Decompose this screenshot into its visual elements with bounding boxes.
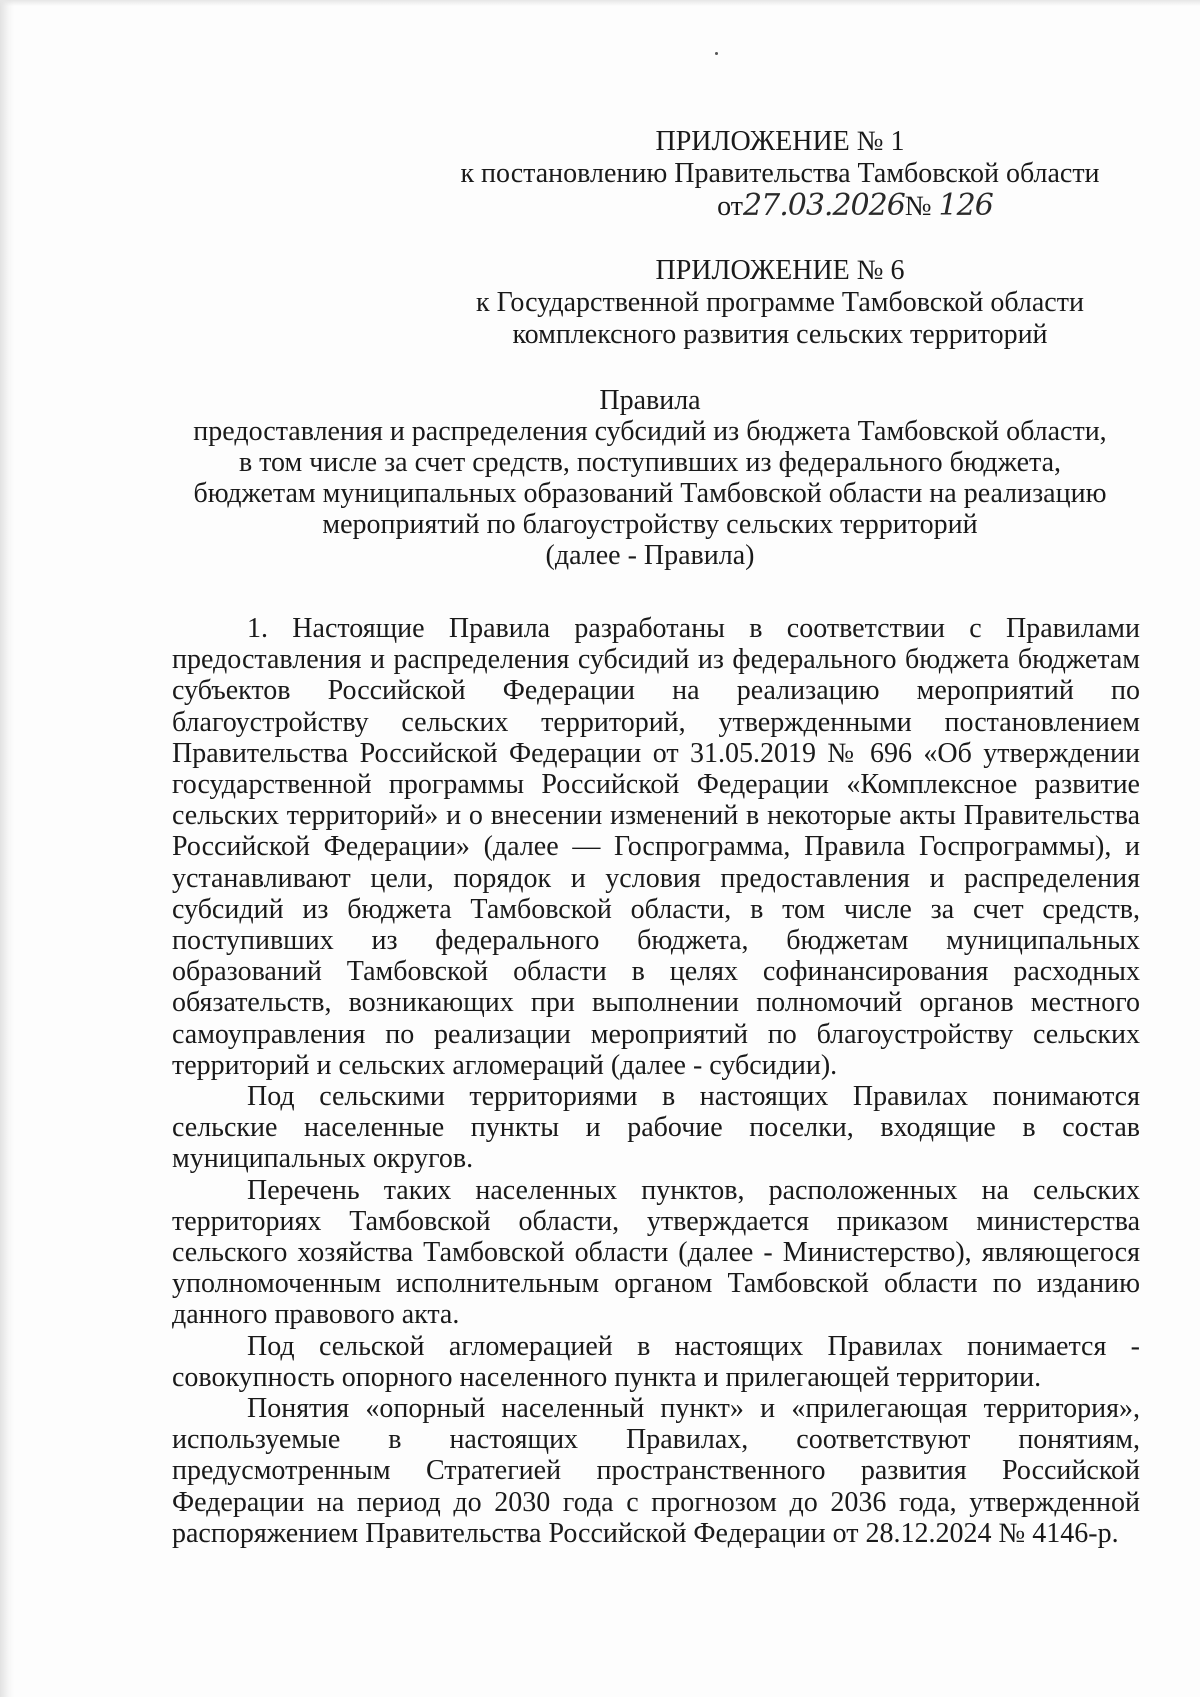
appendix-6-title: ПРИЛОЖЕНИЕ № 6 bbox=[655, 255, 905, 286]
rules-heading: Правила bbox=[599, 385, 701, 416]
appendix-6-line-1: к Государственной программе Тамбовской области bbox=[476, 287, 1084, 318]
appendix-6-line-2: комплексного развития сельских территорий bbox=[512, 319, 1048, 350]
number-sign: № bbox=[904, 191, 932, 222]
paragraph-4: Под сельской агломерацией в настоящих Правилах понимается - совокупность опорного населенного пункта и прилегающей территории. bbox=[172, 1330, 1140, 1393]
paragraph-5: Понятия «опорный населенный пункт» и «прилегающая территория», используемые в настоящих Правилах, соответствуют понятиям, предусмотренным Стратегией пространственного развития Российской Федерации на период до 2030 года с прогнозом до 2036 года, утвержденной распоряжением Правительства Российской Федерации от 28.12.2024 № 4146-р. bbox=[172, 1393, 1140, 1549]
paragraph-1: 1. Настоящие Правила разработаны в соответствии с Правилами предоставления и распределения субсидий из федерального бюджета бюджетам субъектов Российской Федерации на реализацию мероприятий по благоустройству сельских территорий, утвержденными постановлением Правительства Российской Федерации от 31.05.2019 № 696 «Об утверждении государственной программы Российской Федерации «Комплексное развитие сельских территорий» и о внесении изменений в некоторые акты Правительства Российской Федерации» (далее — Госпрограмма, Правила Госпрограммы), и устанавливают цели, порядок и условия предоставления и распределения субсидий из бюджета Тамбовской области, в том числе за счет средств, поступивших из федерального бюджета, бюджетам муниципальных образований Тамбовской области в целях софинансирования расходных обязательств, возникающих при выполнении полномочий органов местного самоуправления по реализации мероприятий по благоустройству сельских территорий и сельских агломераций (далее - субсидии). bbox=[172, 613, 1140, 1081]
rules-title-line-1: предоставления и распределения субсидий из бюджета Тамбовской области, bbox=[193, 416, 1107, 447]
date-prefix: от bbox=[717, 191, 744, 222]
rules-title bbox=[170, 385, 1130, 571]
appendix-1-header bbox=[400, 126, 1160, 222]
scan-edge-shadow bbox=[0, 0, 14, 1697]
appendix-6-header bbox=[400, 255, 1160, 351]
handwritten-date: 27.03.2026 bbox=[743, 188, 905, 223]
paragraph-2: Под сельскими территориями в настоящих Правилах понимаются сельские населенные пункты и рабочие поселки, входящие в состав муниципальных округов. bbox=[172, 1081, 1140, 1175]
paragraph-3: Перечень таких населенных пунктов, расположенных на сельских территориях Тамбовской области, утверждается приказом министерства сельского хозяйства Тамбовской области (далее - Министерство), являющегося уполномоченным исполнительным органом Тамбовской области по изданию данного правового акта. bbox=[172, 1174, 1140, 1331]
document-body bbox=[172, 613, 1140, 1549]
appendix-1-date-number bbox=[400, 190, 1160, 222]
handwritten-number: 126 bbox=[938, 188, 993, 223]
rules-title-line-4: мероприятий по благоустройству сельских территорий bbox=[322, 509, 978, 540]
rules-title-line-3: бюджетам муниципальных образований Тамбовской области на реализацию bbox=[193, 478, 1107, 509]
appendix-1-title: ПРИЛОЖЕНИЕ № 1 bbox=[655, 126, 905, 157]
rules-title-line-5: (далее - Правила) bbox=[545, 540, 755, 571]
scan-top-shadow bbox=[0, 0, 1200, 6]
appendix-1-reference: к постановлению Правительства Тамбовской области bbox=[460, 158, 1100, 189]
scan-speck bbox=[715, 52, 718, 55]
rules-title-line-2: в том числе за счет средств, поступивших из федерального бюджета, bbox=[238, 447, 1062, 478]
